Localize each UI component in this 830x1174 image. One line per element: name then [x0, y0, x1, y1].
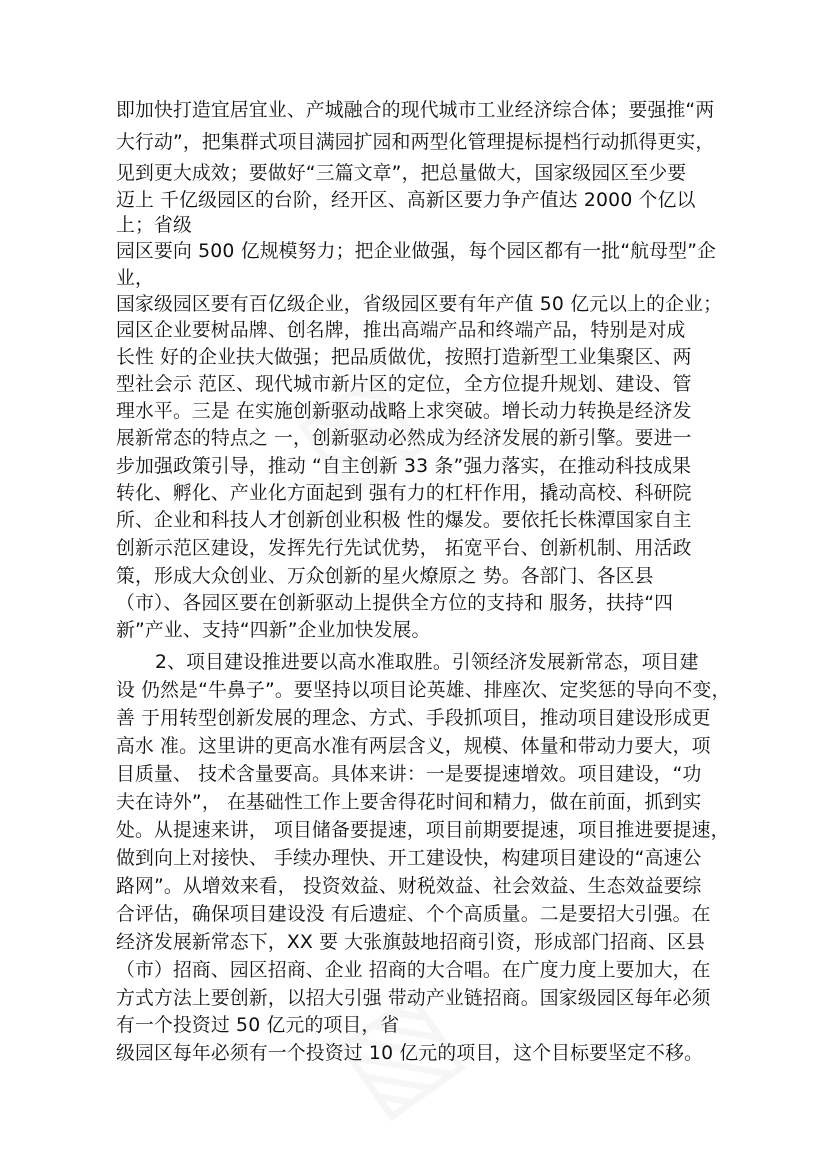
text-line: 合评估，确保项目建设没 有后遗症、个个高质量。二是要招大引强。在: [116, 904, 711, 925]
text-line: （市）、各园区要在创新驱动上提供全方位的支持和 服务，扶持“四: [116, 593, 674, 614]
text-line: 园区要向 500 亿规模努力；把企业做强，每个园区都有一批“航母型”企: [116, 241, 717, 262]
text-line: 国家级园区要有百亿级企业，省级园区要有年产值 50 亿元以上的企业；: [116, 294, 723, 315]
text-line: 经济发展新常态下，XX 要 大张旗鼓地招商引资，形成部门招商、区县: [116, 932, 705, 953]
text-line: 即加快打造宜居宜业、产城融合的现代城市工业经济综合体；要强推“两: [116, 100, 715, 121]
text-line: 处。从提速来讲， 项目储备要提速，项目前期要提速，项目推进要提速，: [116, 820, 730, 841]
text-line: 展新常态的特点之 一，创新驱动必然成为经济发展的新引擎。要进一: [116, 428, 692, 449]
text-line: 级园区每年必须有一个投资过 10 亿元的项目，这个目标要坚定不移。: [116, 1043, 704, 1064]
text-line: 理水平。三是 在实施创新驱动战略上求突破。增长动力转换是经济发: [116, 401, 692, 422]
text-line: 新”产业、支持“四新”企业加快发展。: [116, 620, 431, 641]
text-line: 上；省级: [116, 215, 192, 236]
text-line: 转化、孵化、产业化方面起到 强有力的杠杆作用，撬动高校、科研院: [116, 483, 692, 504]
text-line: 做到向上对接快、 手续办理快、开工建设快，构建项目建设的“高速公: [116, 848, 702, 869]
text-line: 所、企业和科技人才创新创业积极 性的爆发。要依托长株潭国家自主: [116, 510, 692, 531]
text-line: 高水 准。这里讲的更高水准有两层含义，规模、体量和带动力要大，项: [116, 736, 711, 757]
text-line: 目质量、 技术含量要高。具体来讲：一是要提速增效。项目建设，“功: [116, 764, 702, 785]
text-line: 迈上 千亿级园区的台阶，经开区、高新区要力争产值达 2000 个亿以: [116, 190, 696, 211]
text-line: 园区企业要树品牌、创名牌，推出高端产品和终端产品，特别是对成: [116, 320, 686, 341]
text-line: 业，: [116, 268, 154, 289]
text-line: 路网”。从增效来看， 投资效益、财税效益、社会效益、生态效益要综: [116, 876, 702, 897]
text-line: 善 于用转型创新发展的理念、方式、手段抓项目，推动项目建设形成更: [116, 708, 711, 729]
text-line: 步加强政策引导，推动 “自主创新 33 条”强力落实，在推动科技成果: [116, 456, 692, 477]
text-line: 方式方法上要创新，以招大引强 带动产业链招商。国家级园区每年必须: [116, 988, 711, 1009]
text-line: 2、项目建设推进要以高水准取胜。引领经济发展新常态，项目建: [155, 652, 699, 673]
text-line: 型社会示 范区、现代城市新片区的定位，全方位提升规划、建设、管: [116, 374, 692, 395]
text-line: 策，形成大众创业、万众创新的星火燎原之 势。各部门、各区县: [116, 566, 654, 587]
text-line: 设 仍然是“牛鼻子”。要坚持以项目论英雄、排座次、定奖惩的导向不变，: [116, 680, 731, 701]
text-line: 长性 好的企业扶大做强；把品质做优，按照打造新型工业集聚区、两: [116, 347, 692, 368]
text-line: 夫在诗外”， 在基础性工作上要舍得花时间和精力，做在前面，抓到实: [116, 792, 702, 813]
text-line: 创新示范区建设，发挥先行先试优势， 拓宽平台、创新机制、用活政: [116, 538, 692, 559]
text-line: 见到更大成效；要做好“三篇文章”，把总量做大，国家级园区至少要: [116, 163, 687, 184]
text-line: （市）招商、园区招商、企业 招商的大合唱。在广度力度上要加大，在: [116, 960, 711, 981]
text-line: 大行动”，把集群式项目满园扩园和两型化管理提标提档行动抓得更实，: [116, 132, 715, 153]
text-line: 有一个投资过 50 亿元的项目，省: [116, 1015, 400, 1036]
